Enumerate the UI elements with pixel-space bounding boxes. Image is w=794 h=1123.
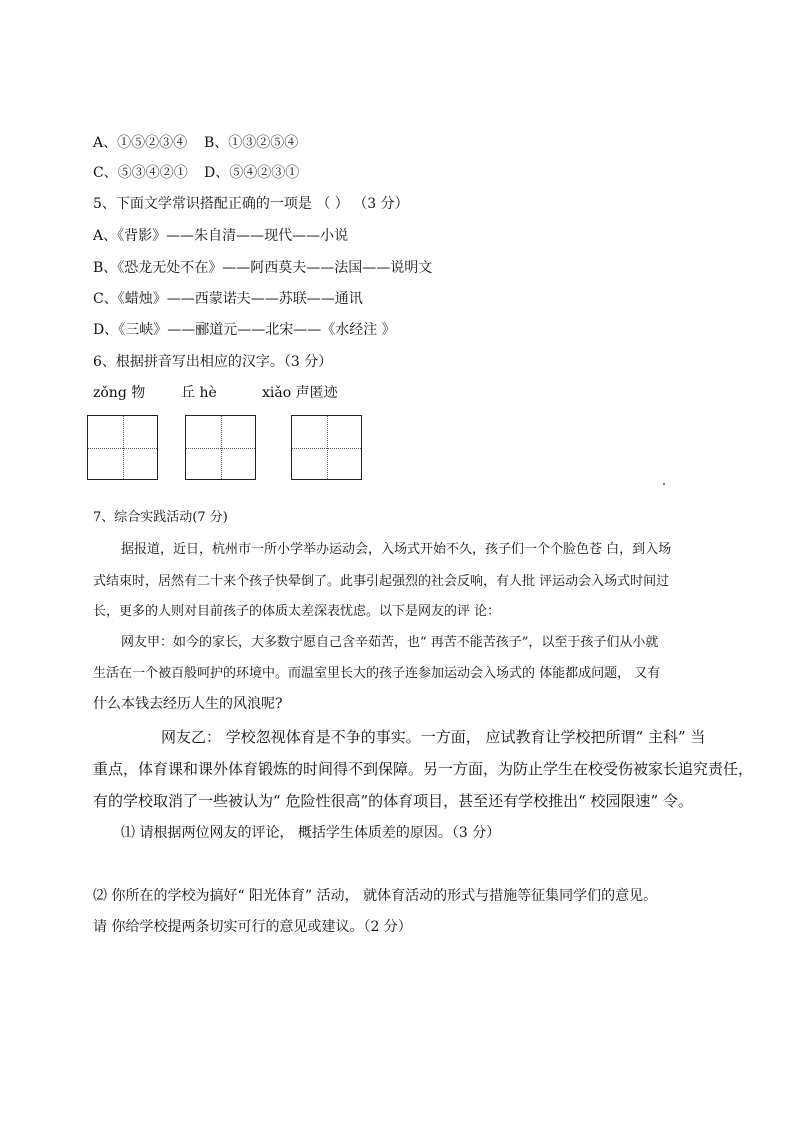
q7-report-line-3: 长，更多的人则对目前孩子的体质太差深表忧虑。以下是网友的评 论： (93, 604, 501, 619)
q6-stem: 6、根据拼音写出相应的汉字。（3 分） (93, 354, 333, 370)
q6-item-2: 丘 hè (181, 385, 217, 401)
q5-stem: 5、下面文学常识搭配正确的一项是 （ ） （3 分） (93, 196, 409, 212)
box-guide-horizontal (186, 448, 255, 449)
q5-option-d: D、《三峡》——郦道元——北宋——《水经注 》 (93, 322, 396, 338)
q7-netizen-b-line-1: 网友乙： 学校忽视体育是不争的事实。一方面， 应试教育让学校把所谓“ 主科” 当 (161, 728, 706, 746)
answer-box-1[interactable] (87, 415, 158, 480)
q6-item-3: xiǎo 声匿迹 (262, 385, 338, 401)
q7-report-line-2: 式结束时，居然有二十来个孩子快晕倒了。此事引起强烈的社会反响，有人批 评运动会入场式时间过 (93, 574, 670, 589)
q7-netizen-a-line-2: 生活在一个被百般呵护的环境中。而温室里长大的孩子连参加运动会入场式的 体能都成问题， 又有 (93, 666, 661, 681)
q7-netizen-a-line-1: 网友甲：如今的家长，大多数宁愿自己含辛茹苦，也“ 再苦不能苦孩子”，以至于孩子们从小就 (121, 635, 659, 650)
q7-sub-question-2-line-2: 请 你给学校提两条切实可行的意见或建议。（2 分） (93, 919, 412, 935)
box-guide-horizontal (292, 448, 361, 449)
q5-option-b: B、《恐龙无处不在》——阿西莫夫——法国——说明文 (93, 260, 433, 276)
answer-box-3[interactable] (291, 415, 362, 480)
q7-netizen-b-line-2: 重点，体育课和课外体育锻炼的时间得不到保障。另一方面，为防止学生在校受伤被家长追究责任， (93, 760, 754, 778)
q5-option-c: C、《蜡烛》——西蒙诺夫——苏联——通讯 (93, 291, 363, 307)
q4-option-a: A、①⑤②③④ (93, 135, 188, 151)
q7-sub-question-1: ⑴ 请根据两位网友的评论， 概括学生体质差的原因。（3 分） (121, 825, 501, 841)
q6-item-1: zǒng 物 (93, 385, 146, 401)
q7-report-line-1: 据报道，近日，杭州市一所小学举办运动会，入场式开始不久，孩子们一个个脸色苍 白，到入场 (121, 542, 672, 557)
q4-option-d: D、⑤④②③① (204, 165, 300, 181)
q7-netizen-b-line-3: 有的学校取消了一些被认为“ 危险性很高”的体育项目，甚至还有学校推出“ 校园限速” 令。 (93, 792, 693, 810)
q4-option-c: C、⑤③④②① (93, 165, 188, 181)
stray-mark (663, 483, 665, 485)
box-guide-horizontal (88, 448, 157, 449)
q5-option-a: A、《背影》——朱自清——现代——小说 (93, 228, 349, 244)
answer-box-2[interactable] (185, 415, 256, 480)
q7-sub-question-2-line-1: ⑵ 你所在的学校为搞好“ 阳光体育” 活动， 就体育活动的形式与措施等征集同学们的意见。 (93, 888, 658, 904)
q7-title: 7、综合实践活动(7 分) (93, 510, 228, 525)
q4-option-b: B、①③②⑤④ (204, 135, 299, 151)
q7-netizen-a-line-3: 什么本钱去经历人生的风浪呢? (93, 696, 283, 712)
